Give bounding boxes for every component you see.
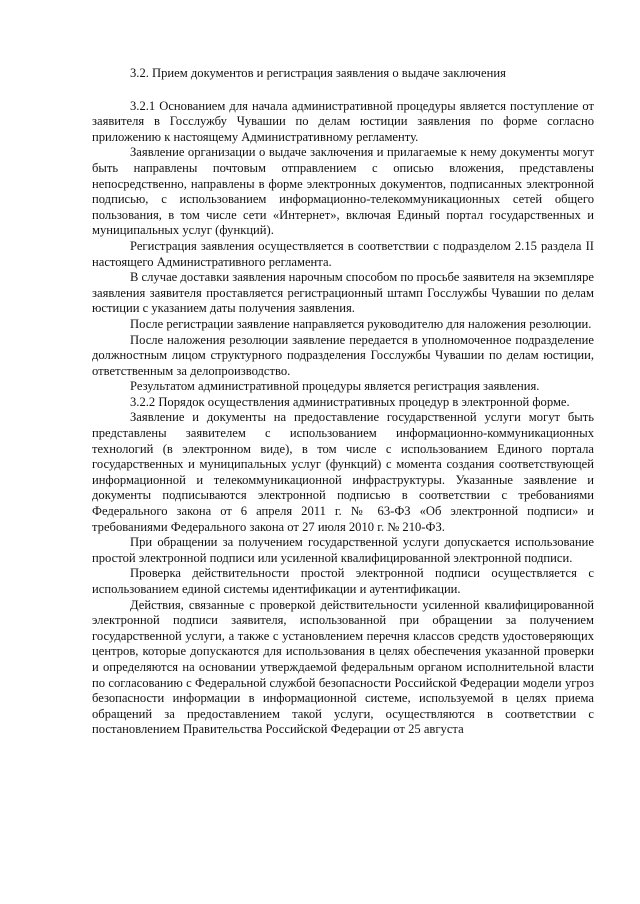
paragraph: Действия, связанные с проверкой действительности усиленной квалифицированной электронной подписи заявителя, использованной при обращении за получением государственной услуги, а также с установлением перечня классов средств удостоверяющих центров, которые допускаются для использования в целях обеспечения указанной проверки и определяются на основании утверждаемой федеральным органом исполнительной власти по согласованию с Федеральной службой безопасности Российской Федерации модели угроз безопасности информации в информационной системе, используемой в целях приема обращений за предоставлением такой услуги, осуществляются в соответствии с постановлением Правительства Российской Федерации от 25 августа [92, 597, 594, 737]
paragraph: В случае доставки заявления нарочным способом по просьбе заявителя на экземпляре заявления заявителя проставляется регистрационный штамп Госслужбы Чувашии по делам юстиции с указанием даты получения заявления. [92, 270, 594, 316]
paragraph: При обращении за получением государственной услуги допускается использование простой электронной подписи или усиленной квалифицированной электронной подписи. [92, 535, 594, 565]
paragraph: Регистрация заявления осуществляется в соответствии с подразделом 2.15 раздела II настоящего Административного регламента. [92, 238, 594, 269]
paragraph: После наложения резолюции заявление передается в уполномоченное подразделение должностным лицом структурного подразделения Госслужбы Чувашии по делам юстиции, ответственным за делопроизводство. [92, 332, 594, 378]
document-body [92, 99, 594, 738]
paragraph: После регистрации заявление направляется руководителю для наложения резолюции. [130, 316, 592, 331]
paragraph: Результатом административной процедуры является регистрация заявления. [130, 379, 540, 394]
section-heading: 3.2. Прием документов и регистрация заявления о выдаче заключения [130, 66, 506, 80]
paragraph: 3.2.2 Порядок осуществления административных процедур в электронной форме. [130, 394, 570, 409]
paragraph: Заявление организации о выдаче заключения и прилагаемые к нему документы могут быть направлены почтовым отправлением с описью вложения, представлены непосредственно, направлены в форме электронных документов, подписанных электронной подписью, с использованием информационно-телекоммуникационных сетей общего пользования, в том числе сети «Интернет», включая Единый портал государственных и муниципальных услуг (функций). [92, 145, 594, 238]
paragraph: 3.2.1 Основанием для начала административной процедуры является поступление от заявителя в Госслужбу Чувашии по делам юстиции заявления по форме согласно приложению к настоящему Административному регламенту. [92, 98, 594, 144]
paragraph: Заявление и документы на предоставление государственной услуги могут быть представлены заявителем с использованием информационно-коммуникационных технологий (в электронном виде), в том числе с использованием Единого портала государственных и муниципальных услуг (функций) с момента создания соответствующей информационной и телекоммуникационной инфраструктуры. Указанные заявление и документы подписываются электронной подписью в соответствии с требованиями Федерального закона от 6 апреля 2011 г. № 63-ФЗ «Об электронной подписи» и требованиями Федерального закона от 27 июля 2010 г. № 210-ФЗ. [92, 410, 594, 534]
paragraph: Проверка действительности простой электронной подписи осуществляется с использованием единой системы идентификации и аутентификации. [92, 566, 594, 596]
